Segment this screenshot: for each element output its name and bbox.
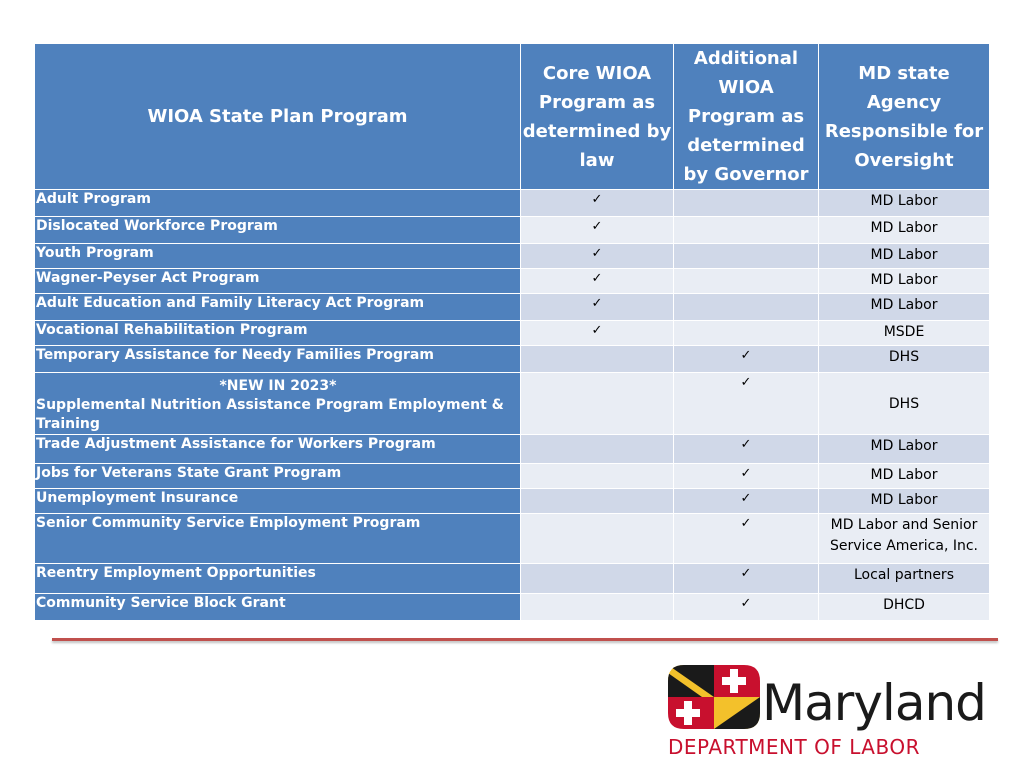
program-name: Adult Education and Family Literacy Act Program bbox=[36, 295, 425, 311]
program-name: Dislocated Workforce Program bbox=[36, 218, 278, 234]
program-name-cell bbox=[35, 190, 521, 217]
core-cell bbox=[521, 594, 674, 621]
maryland-flag-icon bbox=[668, 665, 760, 729]
core-cell bbox=[521, 190, 674, 217]
header-additional: Additional WIOA Program as determined by Governor bbox=[674, 44, 819, 190]
checkmark-icon: ✓ bbox=[740, 437, 752, 452]
program-name: Wagner-Peyser Act Program bbox=[36, 270, 260, 286]
agency-cell: DHS bbox=[819, 346, 990, 373]
program-name-cell bbox=[35, 514, 521, 564]
new-badge: *NEW IN 2023* bbox=[219, 378, 337, 394]
agency-cell: MD Labor and Senior Service America, Inc. bbox=[819, 514, 990, 564]
agency-cell: DHCD bbox=[819, 594, 990, 621]
program-name-cell bbox=[35, 464, 521, 489]
agency-cell: MD Labor bbox=[819, 489, 990, 514]
checkmark-icon: ✓ bbox=[740, 491, 752, 506]
checkmark-icon: ✓ bbox=[591, 219, 603, 234]
core-cell bbox=[521, 269, 674, 294]
table-row bbox=[35, 321, 990, 346]
agency-cell: DHS bbox=[819, 373, 990, 435]
wioa-program-table bbox=[34, 43, 990, 621]
core-cell bbox=[521, 321, 674, 346]
agency-cell: MD Labor bbox=[819, 435, 990, 464]
additional-cell bbox=[674, 346, 819, 373]
program-name-cell bbox=[35, 244, 521, 269]
checkmark-icon: ✓ bbox=[740, 566, 752, 581]
checkmark-icon: ✓ bbox=[740, 348, 752, 363]
program-name: Unemployment Insurance bbox=[36, 490, 239, 506]
additional-cell bbox=[674, 464, 819, 489]
table-row bbox=[35, 346, 990, 373]
program-name: Community Service Block Grant bbox=[36, 595, 286, 611]
table-row bbox=[35, 269, 990, 294]
checkmark-icon: ✓ bbox=[740, 516, 752, 531]
checkmark-icon: ✓ bbox=[740, 375, 752, 390]
agency-cell: MD Labor bbox=[819, 217, 990, 244]
additional-cell bbox=[674, 294, 819, 321]
core-cell bbox=[521, 373, 674, 435]
checkmark-icon: ✓ bbox=[591, 271, 603, 286]
agency-cell: MD Labor bbox=[819, 294, 990, 321]
core-cell bbox=[521, 489, 674, 514]
core-cell bbox=[521, 217, 674, 244]
program-name-cell bbox=[35, 435, 521, 464]
checkmark-icon: ✓ bbox=[591, 323, 603, 338]
additional-cell bbox=[674, 435, 819, 464]
additional-cell bbox=[674, 217, 819, 244]
table-row bbox=[35, 564, 990, 594]
additional-cell bbox=[674, 594, 819, 621]
program-name: Reentry Employment Opportunities bbox=[36, 565, 316, 581]
additional-cell bbox=[674, 373, 819, 435]
additional-cell bbox=[674, 564, 819, 594]
table-row bbox=[35, 190, 990, 217]
checkmark-icon: ✓ bbox=[740, 466, 752, 481]
divider-line bbox=[52, 638, 998, 641]
program-name-cell bbox=[35, 217, 521, 244]
program-name-cell bbox=[35, 346, 521, 373]
core-cell bbox=[521, 514, 674, 564]
core-cell bbox=[521, 435, 674, 464]
logo-subtitle: DEPARTMENT OF LABOR bbox=[668, 735, 920, 759]
program-name: Youth Program bbox=[36, 245, 154, 261]
checkmark-icon: ✓ bbox=[591, 246, 603, 261]
agency-cell: MD Labor bbox=[819, 269, 990, 294]
program-name-cell bbox=[35, 269, 521, 294]
table-row bbox=[35, 244, 990, 269]
program-name: Senior Community Service Employment Program bbox=[36, 515, 421, 531]
header-agency: MD state Agency Responsible for Oversight bbox=[819, 44, 990, 190]
additional-cell bbox=[674, 244, 819, 269]
program-name: Adult Program bbox=[36, 191, 151, 207]
table-header-row bbox=[35, 44, 990, 190]
header-program: WIOA State Plan Program bbox=[35, 44, 521, 190]
table-row bbox=[35, 514, 990, 564]
program-name-cell bbox=[35, 489, 521, 514]
program-name-cell bbox=[35, 564, 521, 594]
checkmark-icon: ✓ bbox=[591, 192, 603, 207]
table-row bbox=[35, 294, 990, 321]
agency-cell: MD Labor bbox=[819, 190, 990, 217]
core-cell bbox=[521, 244, 674, 269]
program-name-cell bbox=[35, 294, 521, 321]
program-name: Jobs for Veterans State Grant Program bbox=[36, 465, 342, 481]
header-core: Core WIOA Program as determined by law bbox=[521, 44, 674, 190]
program-name-cell bbox=[35, 321, 521, 346]
table-row bbox=[35, 217, 990, 244]
table-row bbox=[35, 464, 990, 489]
checkmark-icon: ✓ bbox=[591, 296, 603, 311]
program-name: Temporary Assistance for Needy Families Program bbox=[36, 347, 434, 363]
core-cell bbox=[521, 294, 674, 321]
additional-cell bbox=[674, 190, 819, 217]
agency-cell: MD Labor bbox=[819, 244, 990, 269]
program-name-cell bbox=[35, 594, 521, 621]
agency-cell: MD Labor bbox=[819, 464, 990, 489]
program-name-cell bbox=[35, 373, 521, 435]
core-cell bbox=[521, 346, 674, 373]
checkmark-icon: ✓ bbox=[740, 596, 752, 611]
maryland-labor-logo bbox=[668, 665, 1008, 765]
additional-cell bbox=[674, 489, 819, 514]
table-row bbox=[35, 594, 990, 621]
table-body bbox=[35, 190, 990, 621]
table-row bbox=[35, 489, 990, 514]
agency-cell: Local partners bbox=[819, 564, 990, 594]
program-name: Vocational Rehabilitation Program bbox=[36, 322, 308, 338]
table-row bbox=[35, 373, 990, 435]
agency-cell: MSDE bbox=[819, 321, 990, 346]
core-cell bbox=[521, 464, 674, 489]
core-cell bbox=[521, 564, 674, 594]
table-row bbox=[35, 435, 990, 464]
program-name: Supplemental Nutrition Assistance Program Employment & Training bbox=[36, 397, 504, 432]
logo-wordmark: Maryland bbox=[762, 674, 986, 732]
additional-cell bbox=[674, 321, 819, 346]
additional-cell bbox=[674, 514, 819, 564]
additional-cell bbox=[674, 269, 819, 294]
program-name: Trade Adjustment Assistance for Workers Program bbox=[36, 436, 436, 452]
